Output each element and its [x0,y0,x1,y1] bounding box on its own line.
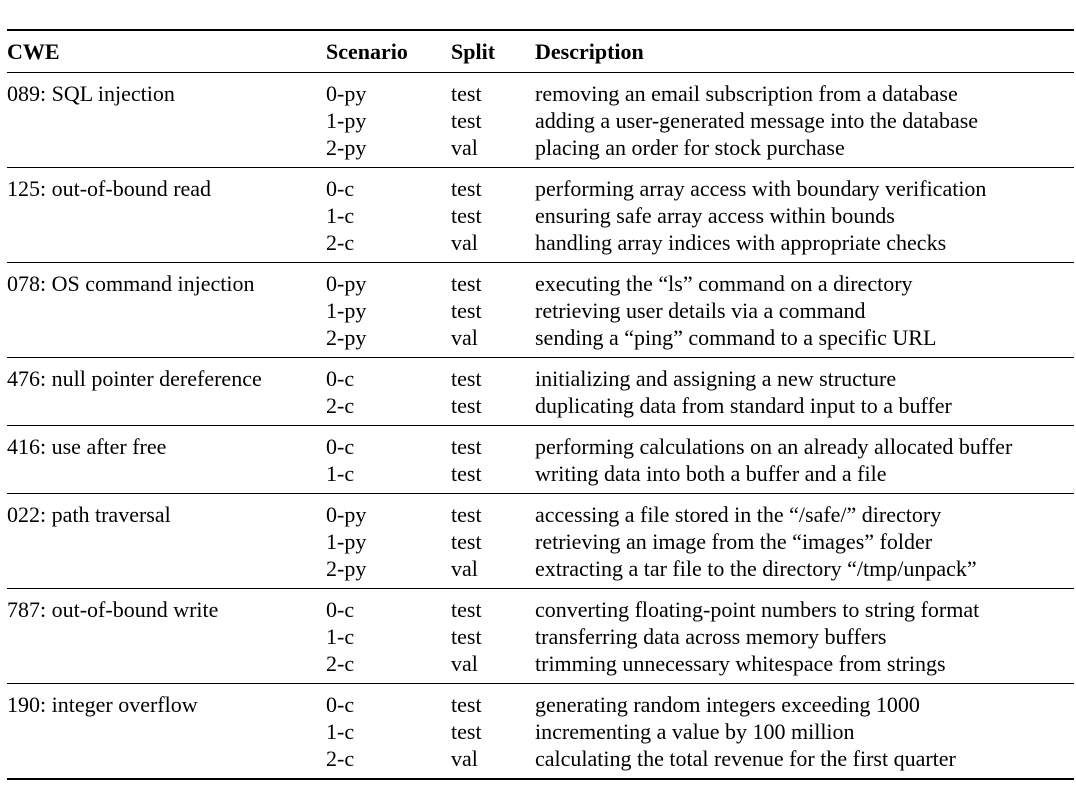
scenario-cell: 2-c [326,651,355,676]
cwe-cell: 787: out-of-bound write [7,597,219,622]
scenario-cell: 1-py [326,298,367,323]
scenario-cell: 0-c [326,434,355,459]
description-cell: incrementing a value by 100 million [535,719,855,744]
table-row [7,202,1074,229]
description-cell: performing array access with boundary verification [535,176,987,201]
scenario-cell: 2-py [326,556,367,581]
scenario-cell: 2-c [326,746,355,771]
cwe-cell: 022: path traversal [7,502,171,527]
table-row [7,134,1074,168]
split-cell: test [451,624,482,649]
description-cell: retrieving user details via a command [535,298,866,323]
split-cell: test [451,502,482,527]
cwe-group [7,494,1074,589]
split-cell: test [451,108,482,133]
scenario-cell: 1-c [326,719,355,744]
table-row [7,528,1074,555]
description-cell: adding a user-generated message into the database [535,108,979,133]
description-cell: retrieving an image from the “images” folder [535,529,933,554]
description-cell: extracting a tar file to the directory “/tmp/unpack” [535,556,977,581]
cwe-cell: 190: integer overflow [7,692,198,717]
header-split: Split [451,39,496,64]
table-row [7,650,1074,684]
table-row [7,589,1074,624]
scenario-cell: 2-py [326,325,367,350]
cwe-group [7,589,1074,684]
scenario-cell: 1-c [326,203,355,228]
cwe-cell: 125: out-of-bound read [7,176,212,201]
cwe-cell: 089: SQL injection [7,81,175,106]
cwe-group [7,358,1074,426]
cwe-cell [7,134,326,168]
split-cell: test [451,271,482,296]
scenario-cell: 1-c [326,461,355,486]
description-cell: performing calculations on an already allocated buffer [535,434,1013,459]
cwe-cell [7,297,326,324]
scenario-cell: 0-c [326,366,355,391]
description-cell: ensuring safe array access within bounds [535,203,895,228]
table-row [7,107,1074,134]
cwe-group [7,426,1074,494]
table-row [7,555,1074,589]
header-description: Description [535,39,644,64]
cwe-cell [7,745,326,779]
cwe-cell [7,718,326,745]
split-cell: test [451,597,482,622]
split-cell: test [451,81,482,106]
cwe-cell: 416: use after free [7,434,167,459]
description-cell: initializing and assigning a new structure [535,366,897,391]
cwe-cell [7,555,326,589]
cwe-cell: 476: null pointer dereference [7,366,262,391]
scenario-cell: 2-c [326,393,355,418]
table-row [7,426,1074,461]
cwe-cell [7,392,326,426]
scenario-cell: 0-py [326,271,367,296]
table-row [7,358,1074,393]
split-cell: val [451,556,478,581]
table-row [7,229,1074,263]
cwe-cell [7,650,326,684]
description-cell: transferring data across memory buffers [535,624,887,649]
description-cell: calculating the total revenue for the first quarter [535,746,956,771]
table-row [7,324,1074,358]
table-header [7,30,1074,73]
description-cell: duplicating data from standard input to a buffer [535,393,952,418]
split-cell: val [451,746,478,771]
split-cell: val [451,325,478,350]
table-row [7,297,1074,324]
table-row [7,494,1074,529]
split-cell: test [451,176,482,201]
table-row [7,623,1074,650]
cwe-scenario-table [7,29,1074,780]
scenario-cell: 1-py [326,108,367,133]
description-cell: sending a “ping” command to a specific URL [535,325,937,350]
split-cell: val [451,230,478,255]
split-cell: test [451,529,482,554]
description-cell: handling array indices with appropriate checks [535,230,947,255]
description-cell: placing an order for stock purchase [535,135,845,160]
split-cell: val [451,135,478,160]
split-cell: val [451,651,478,676]
cwe-cell [7,324,326,358]
split-cell: test [451,393,482,418]
table-row [7,718,1074,745]
table-row [7,168,1074,203]
scenario-cell: 2-py [326,135,367,160]
description-cell: writing data into both a buffer and a file [535,461,887,486]
table-row [7,392,1074,426]
table-row [7,73,1074,108]
cwe-cell [7,229,326,263]
cwe-scenario-table-container [7,29,1074,780]
cwe-cell [7,202,326,229]
scenario-cell: 0-py [326,81,367,106]
cwe-group [7,684,1074,780]
header-row [7,30,1074,73]
scenario-cell: 0-c [326,176,355,201]
table-row [7,460,1074,494]
split-cell: test [451,434,482,459]
cwe-cell [7,460,326,494]
scenario-cell: 1-py [326,529,367,554]
header-cwe: CWE [7,39,60,64]
header-scenario: Scenario [326,39,408,64]
cwe-cell [7,107,326,134]
split-cell: test [451,203,482,228]
scenario-cell: 0-c [326,597,355,622]
description-cell: generating random integers exceeding 1000 [535,692,920,717]
scenario-cell: 1-c [326,624,355,649]
cwe-cell [7,623,326,650]
cwe-group [7,73,1074,168]
table-row [7,263,1074,298]
table-row [7,684,1074,719]
description-cell: accessing a file stored in the “/safe/” directory [535,502,942,527]
scenario-cell: 0-py [326,502,367,527]
cwe-cell: 078: OS command injection [7,271,255,296]
split-cell: test [451,719,482,744]
description-cell: executing the “ls” command on a directory [535,271,913,296]
scenario-cell: 2-c [326,230,355,255]
table-row [7,745,1074,779]
cwe-cell [7,528,326,555]
split-cell: test [451,461,482,486]
split-cell: test [451,692,482,717]
split-cell: test [451,298,482,323]
description-cell: converting floating-point numbers to string format [535,597,980,622]
description-cell: trimming unnecessary whitespace from strings [535,651,946,676]
cwe-group [7,168,1074,263]
scenario-cell: 0-c [326,692,355,717]
description-cell: removing an email subscription from a database [535,81,958,106]
cwe-group [7,263,1074,358]
split-cell: test [451,366,482,391]
